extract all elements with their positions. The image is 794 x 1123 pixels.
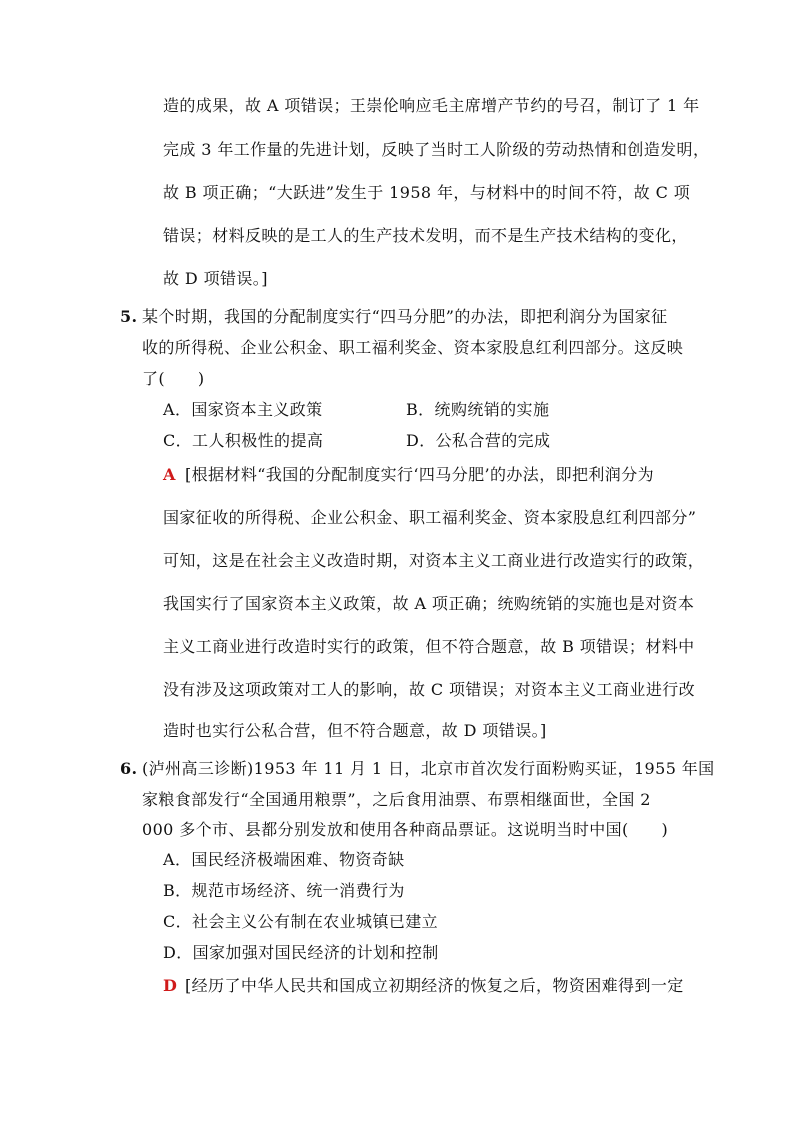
question-number: 6. bbox=[120, 759, 138, 778]
answer-letter: D bbox=[163, 976, 178, 995]
answer-explanation-line: 没有涉及这项政策对工人的影响，故 C 项错误；对资本主义工商业进行改 bbox=[163, 680, 696, 699]
option-a: A．国民经济极端困难、物资奇缺 bbox=[163, 850, 405, 869]
answer-explanation-line: 造时也实行公私合营，但不符合题意，故 D 项错误。] bbox=[163, 721, 547, 740]
option-d: D．国家加强对国民经济的计划和控制 bbox=[163, 943, 439, 962]
question-stem-line: 收的所得税、企业公积金、职工福利奖金、资本家股息红利四部分。这反映 bbox=[142, 338, 684, 357]
answer-explanation-line: 国家征收的所得税、企业公积金、职工福利奖金、资本家股息红利四部分” bbox=[163, 508, 697, 527]
question-stem-line: 000 多个市、县都分别发放和使用各种商品票证。这说明当时中国( ) bbox=[142, 820, 669, 839]
option-c: C．社会主义公有制在农业城镇已建立 bbox=[163, 912, 439, 931]
question-stem-line: 了( ) bbox=[142, 369, 205, 388]
answer-explanation-line: D [经历了中华人民共和国成立初期经济的恢复之后，物资困难得到一定 bbox=[163, 976, 684, 995]
question-stem-line: 家粮食部发行“全国通用粮票”，之后食用油票、布票相继面世，全国 2 bbox=[142, 790, 651, 809]
question-stem-line: 5. 某个时期，我国的分配制度实行“四马分肥”的办法，即把利润分为国家征 bbox=[120, 307, 668, 326]
answer-letter: A bbox=[163, 465, 176, 484]
option-b: B．规范市场经济、统一消费行为 bbox=[163, 881, 405, 900]
option-b: B．统购统销的实施 bbox=[406, 400, 550, 419]
explanation-line: 错误；材料反映的是工人的生产技术发明，而不是生产技术结构的变化， bbox=[163, 226, 688, 245]
answer-explanation-line: 可知，这是在社会主义改造时期，对资本主义工商业进行改造实行的政策， bbox=[163, 551, 705, 570]
answer-explanation-line: 我国实行了国家资本主义政策，故 A 项正确；统购统销的实施也是对资本 bbox=[163, 594, 695, 613]
question-stem-line: 6. (泸州高三诊断)1953 年 11 月 1 日，北京市首次发行面粉购买证，1955 年国 bbox=[120, 759, 715, 778]
explanation-line: 故 B 项正确；“大跃进”发生于 1958 年，与材料中的时间不符，故 C 项 bbox=[163, 183, 691, 202]
explanation-line: 故 D 项错误。] bbox=[163, 269, 268, 288]
explanation-line: 完成 3 年工作量的先进计划，反映了当时工人阶级的劳动热情和创造发明， bbox=[163, 140, 710, 159]
option-c: C．工人积极性的提高 bbox=[163, 431, 324, 450]
answer-explanation-line: A [根据材料“我国的分配制度实行‘四马分肥’的办法，即把利润分为 bbox=[163, 465, 654, 484]
option-a: A．国家资本主义政策 bbox=[163, 400, 323, 419]
explanation-line: 造的成果，故 A 项错误；王崇伦响应毛主席增产节约的号召，制订了 1 年 bbox=[163, 96, 700, 115]
question-number: 5. bbox=[120, 307, 138, 326]
answer-explanation-line: 主义工商业进行改造时实行的政策，但不符合题意，故 B 项错误；材料中 bbox=[163, 637, 695, 656]
option-d: D．公私合营的完成 bbox=[406, 431, 551, 450]
